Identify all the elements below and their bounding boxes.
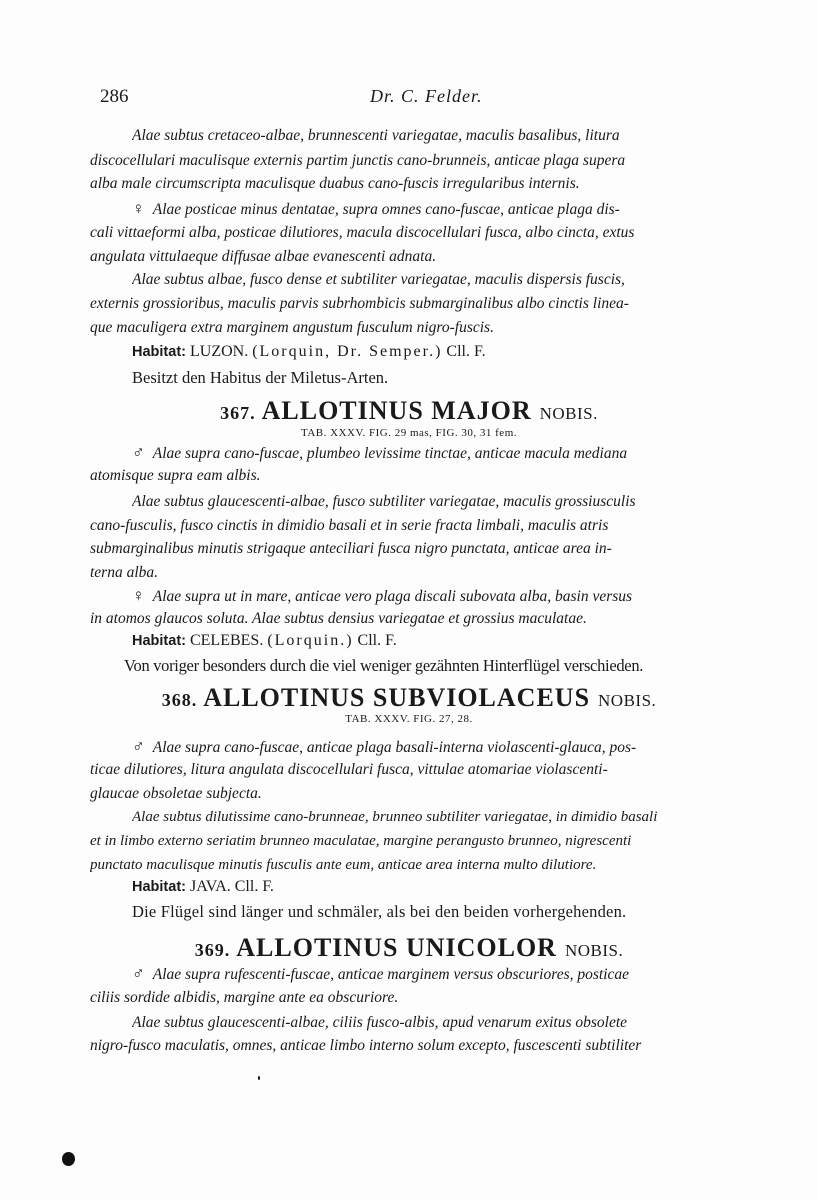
- note-line: Von voriger besonders durch die viel weniger gezähnten Hinterflügel verschieden.: [124, 656, 644, 675]
- plate-reference: TAB. XXXV. FIG. 27, 28.: [345, 713, 473, 725]
- habitat-line: [132, 343, 486, 361]
- text-line: nigro-fusco maculatis, omnes, anticae limbo interno solum excepto, fuscescenti subtiliter: [90, 1037, 642, 1054]
- page-number: 286: [100, 86, 129, 107]
- text-line: Alae subtus albae, fusco dense et subtiliter variegatae, maculis dispersis fuscis,: [132, 271, 625, 288]
- running-head: Dr. C. Felder.: [370, 86, 483, 106]
- text-line: angulata vittulaeque diffusae albae evanescenti adnata.: [90, 248, 437, 265]
- text-line: ♀ Alae supra ut in mare, anticae vero plaga discali subovata alba, basin versus: [132, 586, 633, 605]
- text-line: ciliis sordide albidis, margine ante ea obscuriore.: [90, 989, 399, 1006]
- text-line: glaucae obsoletae subjecta.: [90, 785, 262, 802]
- text-line: externis grossioribus, maculis parvis subrhombicis submarginalibus albo cinctis linea-: [90, 295, 629, 312]
- text-line: cano-fusculis, fusco cinctis in dimidio basali et in serie fracta limbali, maculis atris: [90, 517, 609, 534]
- note-line: Die Flügel sind länger und schmäler, als bei den beiden vorhergehenden.: [132, 902, 627, 921]
- text-line: in atomos glaucos soluta. Alae subtus densius variegatae et grossius maculatae.: [90, 610, 587, 627]
- ink-speck: [258, 1076, 260, 1080]
- text-line: atomisque supra eam albis.: [90, 467, 261, 484]
- text-line: submarginalibus minutis strigaque anteciliari fusca nigro punctata, anticae area in-: [90, 540, 612, 557]
- habitat-line: [132, 632, 397, 650]
- text-line: Alae subtus cretaceo-albae, brunnescenti variegatae, maculis basalibus, litura: [132, 127, 620, 144]
- text-line: ticae dilutiores, litura angulata discocellulari fusca, vittulae atomariae violascenti-: [90, 761, 608, 778]
- text-line: terna alba.: [90, 564, 159, 581]
- text-line: Alae subtus glaucescenti-albae, ciliis fusco-albis, apud venarum exitus obsolete: [132, 1014, 628, 1031]
- species-title: 368. ALLOTINUS SUBVIOLACEUS NOBIS.: [161, 683, 657, 712]
- female-symbol: ♀: [132, 586, 145, 605]
- note-line: Besitzt den Habitus der Miletus-Arten.: [132, 368, 389, 387]
- habitat-label: Habitat:: [132, 879, 186, 895]
- species-title: 369. ALLOTINUS UNICOLOR NOBIS.: [194, 933, 624, 962]
- habitat-coll: Cll. F.: [357, 632, 397, 649]
- male-symbol: ♂: [132, 964, 145, 983]
- text-line: Alae subtus dilutissime cano-brunneae, brunneo subtiliter variegatae, in dimidio basali: [132, 809, 658, 825]
- text-line: ♂ Alae supra cano-fuscae, plumbeo levissime tinctae, anticae macula mediana: [132, 443, 628, 462]
- ink-speck: [62, 1152, 75, 1166]
- habitat-value: CELEBES.: [189, 632, 264, 649]
- female-symbol: ♀: [132, 199, 145, 218]
- page-header: [100, 86, 770, 110]
- male-symbol: ♂: [132, 737, 145, 756]
- text-line: que maculigera extra marginem angustum fusculum nigro-fuscis.: [90, 319, 494, 336]
- text-line: Alae subtus glaucescenti-albae, fusco subtiliter variegatae, maculis grossiusculis: [132, 493, 636, 510]
- habitat-label: Habitat:: [132, 344, 186, 360]
- habitat-coll: Cll. F.: [446, 343, 486, 360]
- text-line: discocellulari maculisque externis partim junctis cano-brunneis, anticae plaga supera: [90, 152, 626, 169]
- habitat-collectors: (Lorquin, Dr. Semper.): [252, 343, 443, 360]
- habitat-value: LUZON.: [189, 343, 249, 360]
- habitat-line: [132, 878, 274, 896]
- text-line: punctato maculisque minutis fusculis ante eum, anticae area interna multo dilutiore.: [90, 857, 597, 873]
- text-line: ♀ Alae posticae minus dentatae, supra omnes cano-fuscae, anticae plaga dis-: [132, 199, 620, 218]
- plate-reference: TAB. XXXV. FIG. 29 mas, FIG. 30, 31 fem.: [301, 427, 517, 439]
- text-line: ♂ Alae supra cano-fuscae, anticae plaga basali-interna violascenti-glauca, pos-: [132, 737, 637, 756]
- species-title: 367. ALLOTINUS MAJOR NOBIS.: [220, 396, 598, 425]
- text-line: alba male circumscripta maculisque duabus cano-fuscis irregularibus internis.: [90, 175, 580, 192]
- habitat-collectors: (Lorquin.): [267, 632, 354, 649]
- habitat-value: JAVA.: [189, 878, 231, 895]
- text-line: ♂ Alae supra rufescenti-fuscae, anticae marginem versus obscuriores, posticae: [132, 964, 630, 983]
- habitat-coll: Cll. F.: [234, 878, 274, 895]
- text-line: cali vittaeformi alba, posticae dilutiores, macula discocellulari fusca, albo cincta, extus: [90, 224, 635, 241]
- text-line: et in limbo externo seriatim brunneo maculatae, margine perangusto brunneo, nigrescenti: [90, 833, 632, 849]
- male-symbol: ♂: [132, 443, 145, 462]
- habitat-label: Habitat:: [132, 633, 186, 649]
